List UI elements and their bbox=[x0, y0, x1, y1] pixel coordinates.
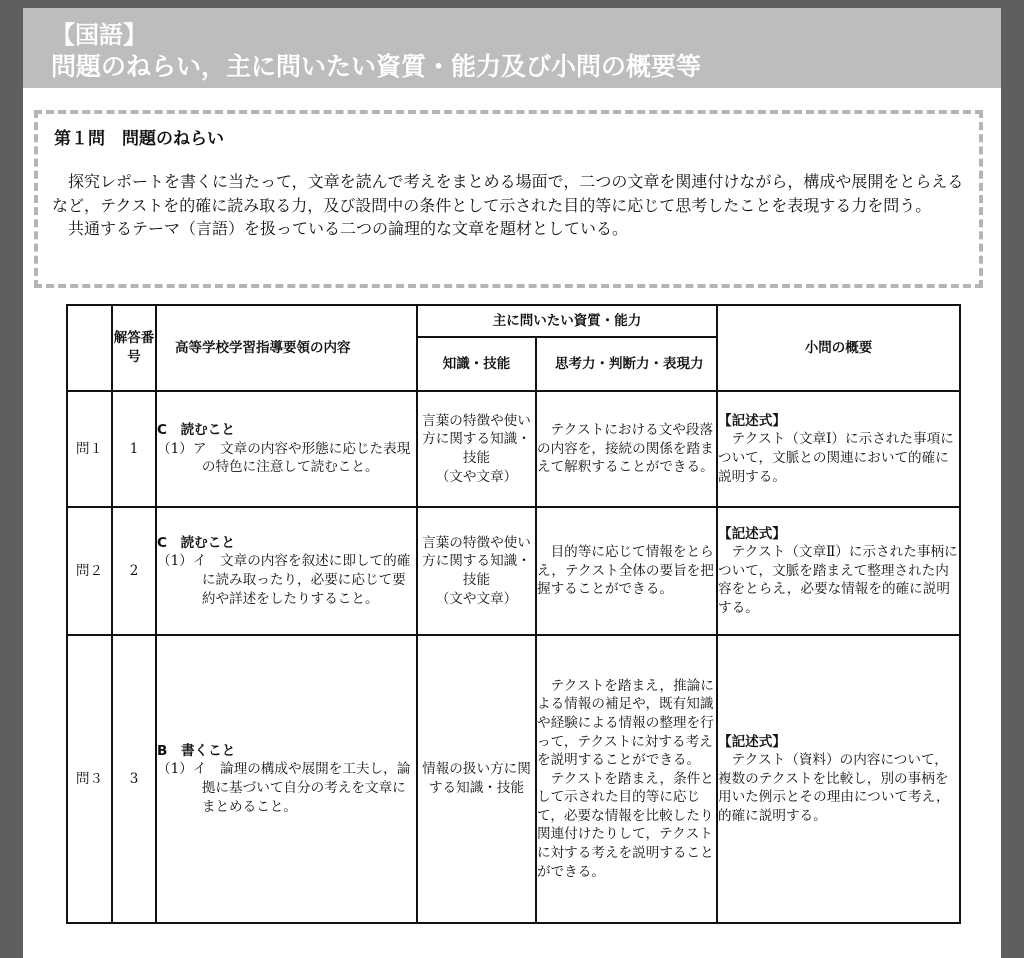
aim-title: 第１問 問題のねらい bbox=[54, 129, 224, 149]
knowledge-cell bbox=[417, 635, 536, 923]
thinking-text: テクストを踏まえ，推論による情報の補足や，既有知識や経験による情報の整理を行って，テクストに対する考えを説明することができる。 bbox=[537, 677, 714, 769]
aim-paragraph: 共通するテーマ（言語）を扱っている二つの論理的な文章を題材としている。 bbox=[68, 219, 629, 238]
aim-text bbox=[52, 170, 972, 241]
header-curriculum bbox=[156, 305, 417, 391]
knowledge-text: 言葉の特徴や使い方に関する知識・技能 bbox=[422, 534, 531, 588]
answer-number: 3 bbox=[112, 635, 156, 923]
subject-title: 【国語】 bbox=[51, 21, 147, 49]
header-curriculum-label: 高等学校学習指導要領の内容 bbox=[175, 339, 351, 356]
knowledge-note: （文や文章） bbox=[435, 590, 518, 607]
thinking-text: 目的等に応じて情報をとらえ，テクスト全体の要旨を把握することができる。 bbox=[537, 544, 714, 598]
question-number: 問３ bbox=[67, 635, 112, 923]
header-abilities: 主に問いたい資質・能力 bbox=[417, 305, 717, 337]
document-title: 問題のねらい，主に問いたい資質・能力及び小問の概要等 bbox=[51, 52, 702, 81]
thinking-cell bbox=[536, 391, 717, 507]
summary-cell bbox=[717, 391, 960, 507]
curriculum-cell bbox=[156, 391, 417, 507]
curriculum-cell bbox=[156, 635, 417, 923]
section-header bbox=[23, 8, 1001, 88]
thinking-text: テクストにおける文や段落の内容を，接続の関係を踏まえて解釈することができる。 bbox=[537, 422, 714, 476]
question-number: 問２ bbox=[67, 507, 112, 635]
table-row bbox=[67, 391, 960, 507]
header-answer-no: 解答番号 bbox=[112, 305, 156, 391]
summary-text: テクスト（文章Ⅰ）に示された事項について，文脈との関連において的確に説明する。 bbox=[718, 431, 954, 485]
summary-cell bbox=[717, 635, 960, 923]
answer-number: 1 bbox=[112, 391, 156, 507]
summary-text: テクスト（資料）の内容について，複数のテクストを比較し，別の事柄を用いた例示とその理由について考え，的確に説明する。 bbox=[718, 752, 950, 824]
curriculum-item: （1）イ 論理の構成や展開を工夫し，論拠に基づいて自分の考えを文章にまとめること。 bbox=[157, 761, 411, 815]
summary-text: テクスト（文章Ⅱ）に示された事柄について，文脈を踏まえて整理された内容をとらえ，必要な情報を的確に説明する。 bbox=[718, 544, 958, 616]
aim-paragraph: 探究レポートを書くに当たって，文章を読んで考えをまとめる場面で，二つの文章を関連付けながら，構成や展開をとらえるなど，テクストを的確に読み取る力，及び設問中の条件として示された目的等に応じて思考したことを表現する力を問う。 bbox=[52, 172, 964, 215]
curriculum-cell bbox=[156, 507, 417, 635]
answer-number: 2 bbox=[112, 507, 156, 635]
header-thinking bbox=[536, 337, 717, 391]
answer-format: 【記述式】 bbox=[718, 733, 786, 750]
header-knowledge: 知識・技能 bbox=[417, 337, 536, 391]
curriculum-item: （1）ア 文章の内容や形態に応じた表現の特色に注意して読むこと。 bbox=[157, 440, 411, 476]
knowledge-note: （文や文章） bbox=[435, 468, 518, 485]
knowledge-cell bbox=[417, 391, 536, 507]
thinking-cell bbox=[536, 507, 717, 635]
thinking-text: テクストを踏まえ，条件として示された目的等に応じて，必要な情報を比較したり関連付けたりして，テクストに対する考えを説明することができる。 bbox=[537, 770, 714, 880]
answer-format: 【記述式】 bbox=[718, 525, 786, 542]
table-row bbox=[67, 635, 960, 923]
thinking-cell bbox=[536, 635, 717, 923]
curriculum-category: B 書くこと bbox=[157, 742, 236, 759]
knowledge-cell bbox=[417, 507, 536, 635]
knowledge-text: 情報の扱い方に関する知識・技能 bbox=[422, 761, 531, 796]
knowledge-text: 言葉の特徴や使い方に関する知識・技能 bbox=[422, 412, 531, 466]
curriculum-category: C 読むこと bbox=[157, 534, 235, 551]
table-row bbox=[67, 507, 960, 635]
answer-format: 【記述式】 bbox=[718, 412, 786, 429]
question-number: 問１ bbox=[67, 391, 112, 507]
aim-box bbox=[34, 110, 983, 288]
curriculum-category: C 読むこと bbox=[157, 422, 235, 439]
header-summary: 小問の概要 bbox=[717, 305, 960, 391]
header-question-blank bbox=[67, 305, 112, 391]
summary-cell bbox=[717, 507, 960, 635]
curriculum-item: （1）イ 文章の内容を叙述に即して的確に読み取ったり，必要に応じて要約や詳述をしたりすること。 bbox=[157, 553, 411, 607]
question-table bbox=[66, 304, 961, 924]
header-thinking-label: 思考力・判断力・表現力 bbox=[555, 355, 704, 372]
document-page bbox=[23, 8, 1001, 958]
